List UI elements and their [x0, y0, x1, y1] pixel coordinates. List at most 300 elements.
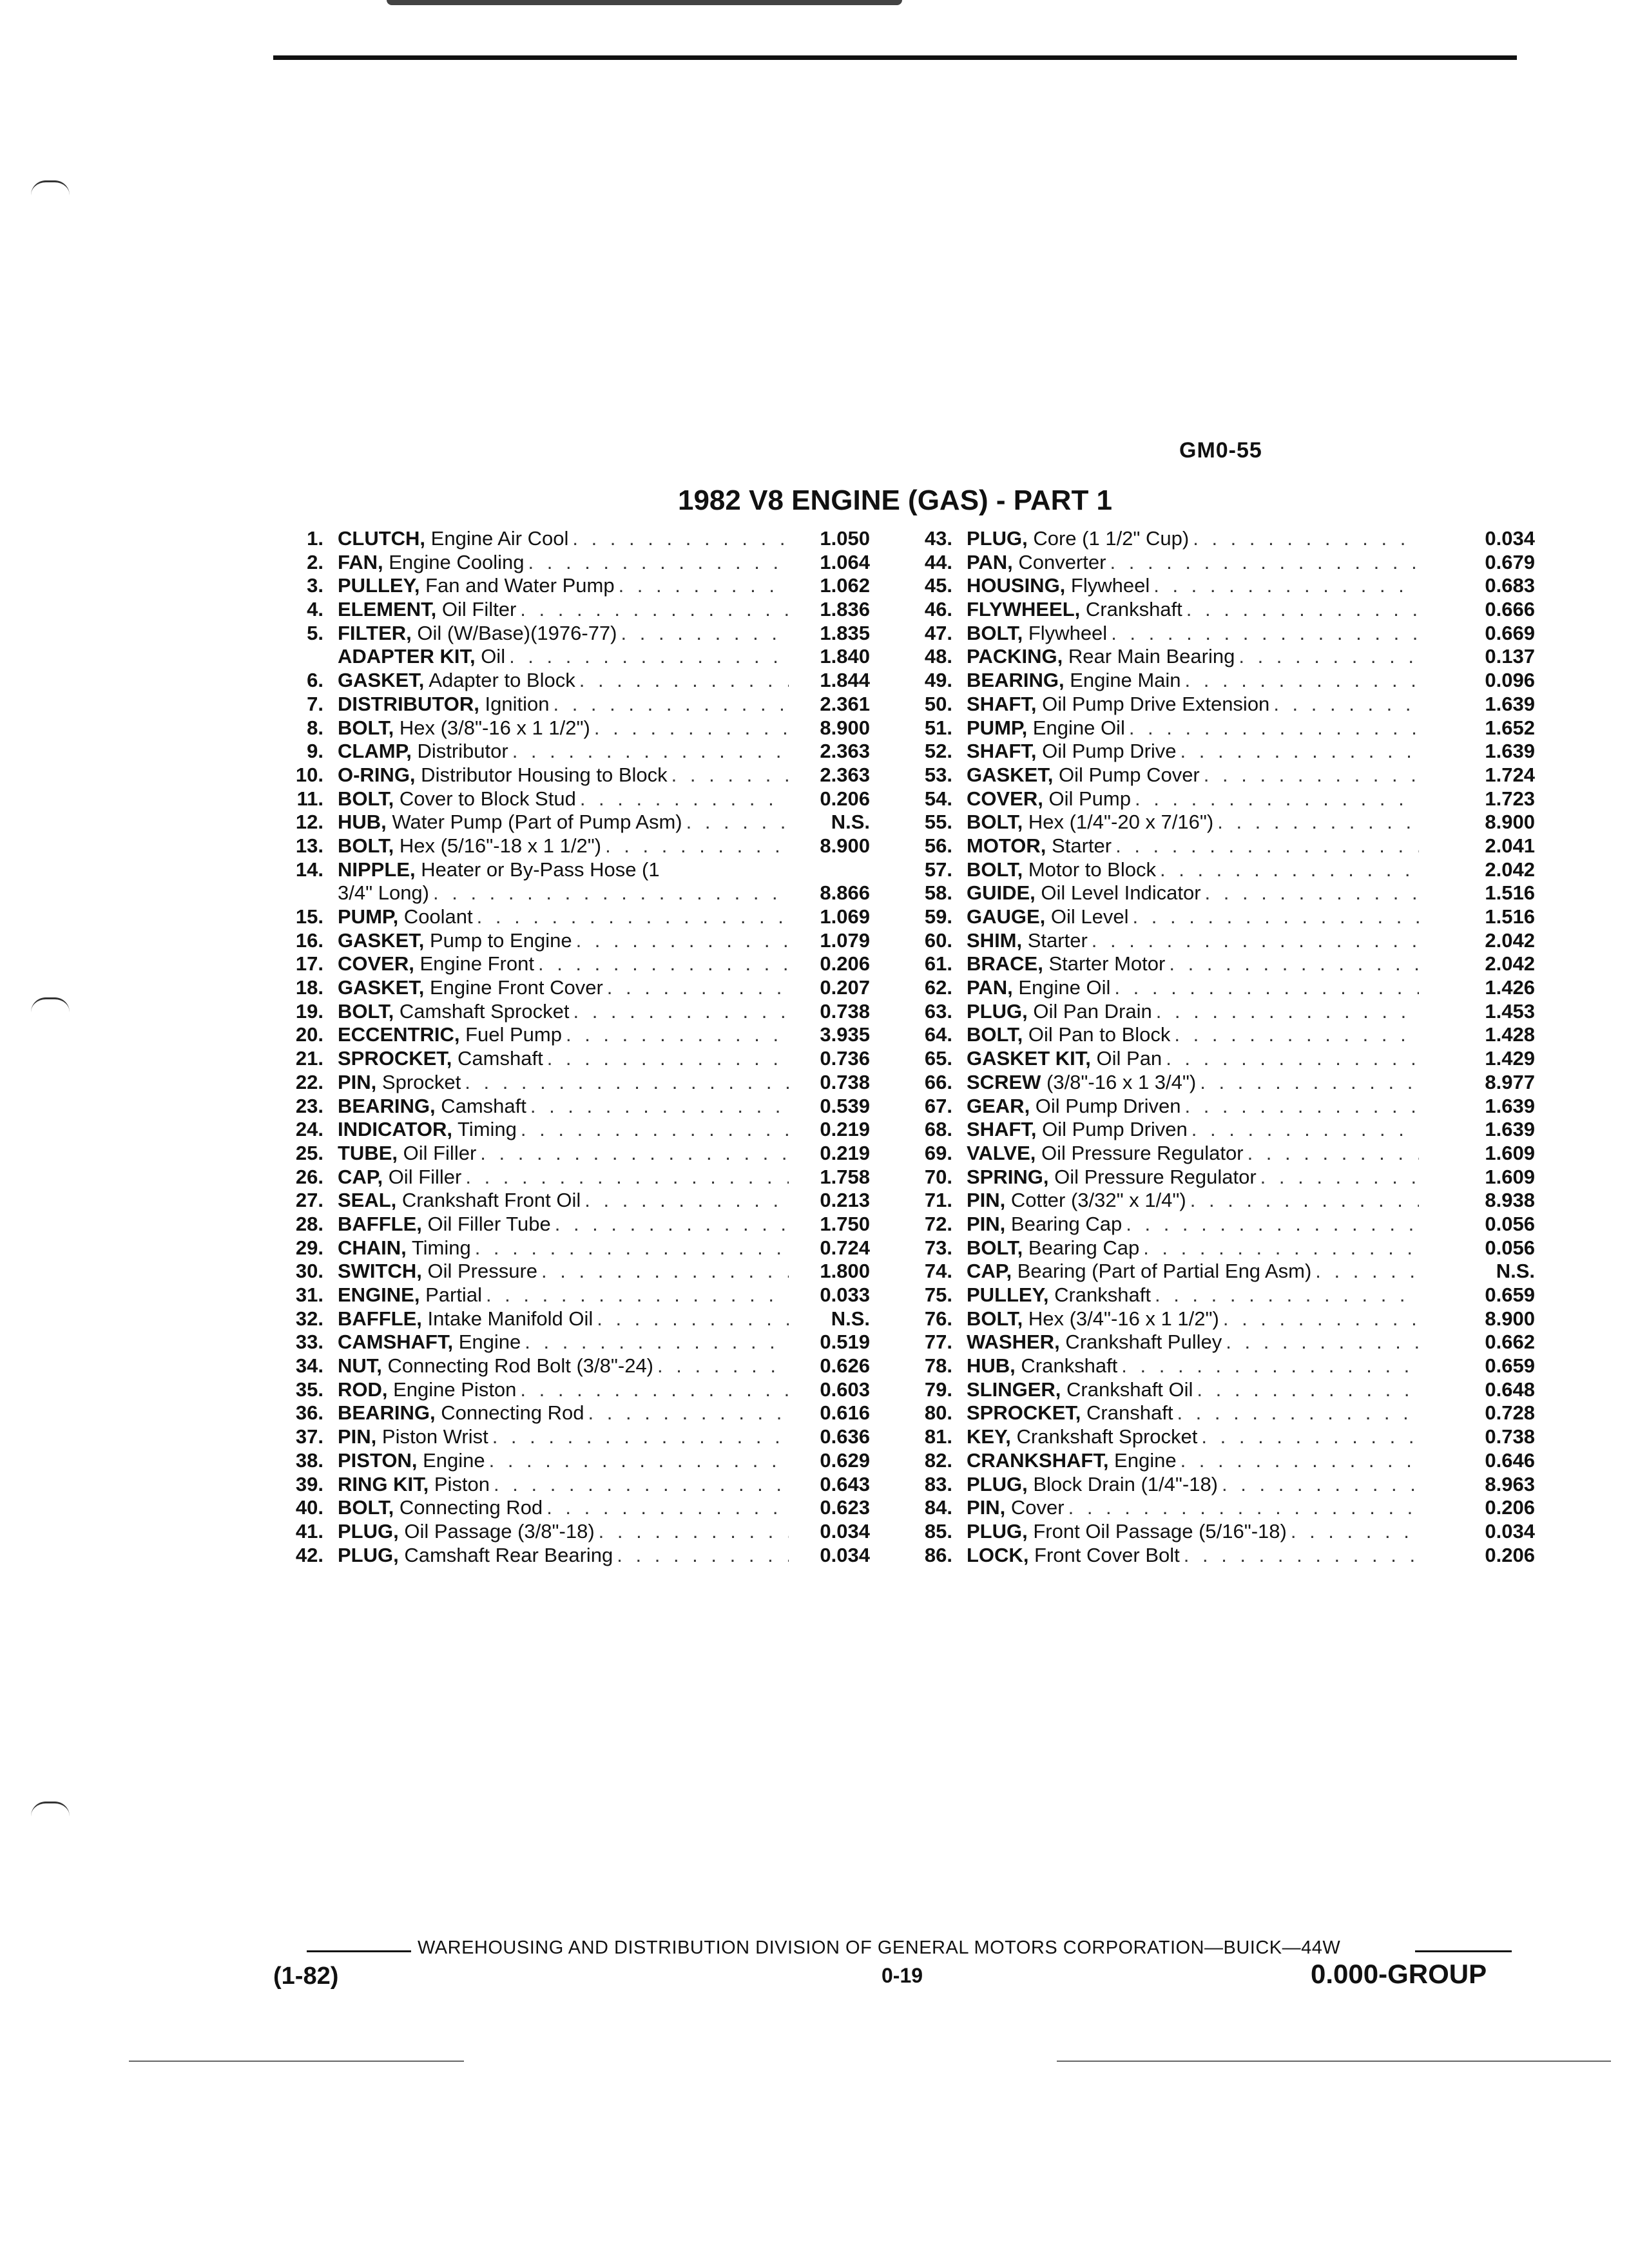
item-number: 50. [924, 692, 952, 715]
group-code: 0.034 [820, 1543, 870, 1566]
item-number: 32. [295, 1307, 323, 1330]
parts-row [273, 1378, 885, 1402]
item-number: 17. [295, 952, 323, 975]
part-detail: Oil [475, 645, 506, 668]
parts-row [902, 1166, 1535, 1189]
part-name: BOLT, [338, 999, 394, 1023]
part-detail: Camshaft Rear Bearing [398, 1543, 613, 1566]
item-description [338, 1095, 789, 1119]
part-name: TUBE, [338, 1141, 398, 1164]
part-name: PLUG, [338, 1519, 399, 1542]
group-code: 0.603 [820, 1378, 870, 1401]
part-name: MOTOR, [967, 834, 1046, 857]
dot-leader [1156, 1000, 1419, 1024]
item-number: 8. [307, 716, 323, 739]
parts-row [273, 1331, 885, 1354]
part-name: SHAFT, [967, 692, 1037, 715]
dot-leader [1191, 1118, 1419, 1142]
part-name: BOLT, [338, 834, 394, 857]
dot-leader [621, 622, 789, 646]
item-description [338, 1142, 789, 1166]
parts-row [902, 858, 1535, 882]
parts-row [273, 1166, 885, 1189]
group-code: 8.963 [1485, 1472, 1535, 1495]
group-code: 1.516 [1485, 905, 1535, 928]
dot-leader [1204, 764, 1419, 787]
group-code: 0.724 [820, 1236, 870, 1259]
parts-row [273, 1496, 885, 1520]
item-number: 24. [295, 1118, 323, 1141]
item-description [338, 1023, 789, 1047]
group-code: 0.033 [820, 1283, 870, 1306]
item-number: 76. [924, 1307, 952, 1330]
part-detail: Oil (W/Base)(1976-77) [411, 621, 617, 644]
item-number: 57. [924, 858, 952, 881]
part-name: SPRING, [967, 1165, 1049, 1188]
group-code: 2.042 [1485, 928, 1535, 952]
part-name: PULLEY, [338, 574, 420, 597]
part-detail: Oil Pan Drain [1027, 999, 1152, 1023]
part-detail: Engine Main [1064, 669, 1181, 692]
item-number: 82. [924, 1448, 952, 1472]
part-detail: Distributor Housing to Block [415, 763, 668, 786]
part-detail: Partial [419, 1283, 482, 1306]
parts-row [273, 551, 885, 575]
item-number: 9. [307, 740, 323, 763]
group-code: N.S. [831, 811, 870, 834]
item-number: 2. [307, 550, 323, 573]
item-description [338, 1378, 789, 1402]
part-name: GASKET, [967, 763, 1054, 786]
part-detail: Crankshaft Pulley [1059, 1331, 1222, 1354]
group-code: 0.137 [1485, 645, 1535, 668]
part-detail: Crankshaft Sprocket [1010, 1425, 1198, 1448]
item-number: 3. [307, 574, 323, 597]
dot-leader [538, 952, 789, 976]
item-number: 25. [295, 1141, 323, 1164]
item-number: 62. [924, 976, 952, 999]
part-name: PAN, [967, 976, 1013, 999]
parts-row [273, 1071, 885, 1095]
item-number: 67. [924, 1094, 952, 1117]
parts-row [273, 598, 885, 622]
group-code: 1.426 [1485, 976, 1535, 999]
dot-leader [617, 1544, 789, 1568]
dot-leader [546, 1496, 789, 1520]
dot-leader [572, 527, 789, 551]
part-name: BOLT, [967, 621, 1023, 644]
item-number: 68. [924, 1118, 952, 1141]
dot-leader [1193, 527, 1419, 551]
item-description [967, 740, 1419, 764]
group-code: 2.041 [1485, 834, 1535, 857]
item-description [338, 1283, 789, 1307]
dot-leader [1121, 1354, 1419, 1378]
part-detail: Connecting Rod Bolt (3/8"-24) [381, 1354, 654, 1378]
item-description [967, 1213, 1419, 1236]
parts-row [273, 1425, 885, 1449]
item-description [338, 834, 789, 858]
part-detail: Front Oil Passage (5/16"-18) [1027, 1519, 1287, 1542]
part-name: BEARING, [967, 669, 1065, 692]
item-description [338, 1473, 789, 1497]
dot-leader [1205, 881, 1419, 905]
item-description [338, 551, 789, 575]
item-number: 42. [295, 1543, 323, 1566]
item-number: 69. [924, 1141, 952, 1164]
dot-leader [573, 1000, 789, 1024]
item-number: 22. [295, 1070, 323, 1093]
parts-row [902, 1047, 1535, 1071]
item-description [338, 858, 789, 882]
parts-row [902, 1023, 1535, 1047]
item-description [967, 574, 1419, 598]
dot-leader [1217, 811, 1419, 834]
part-name: NUT, [338, 1354, 382, 1378]
item-description [967, 598, 1419, 622]
page-title: 1982 V8 ENGINE (GAS) - PART 1 [677, 485, 1113, 516]
item-description [338, 1166, 789, 1189]
page-number: 0-19 [882, 1964, 923, 1987]
dot-leader [1169, 952, 1419, 976]
parts-row [902, 551, 1535, 575]
item-description [967, 1236, 1419, 1260]
dot-leader [607, 976, 789, 1000]
item-description [338, 740, 789, 764]
dot-leader [553, 693, 789, 716]
part-name: CLAMP, [338, 740, 412, 763]
punch-mark [31, 997, 70, 1012]
part-name: PACKING, [967, 645, 1063, 668]
item-description [338, 1071, 789, 1095]
part-name: BAFFLE, [338, 1212, 422, 1235]
part-detail: Starter Motor [1043, 952, 1166, 975]
part-name: ECCENTRIC, [338, 1023, 460, 1046]
item-description [967, 1023, 1419, 1047]
part-name: FAN, [338, 550, 383, 573]
parts-row [273, 716, 885, 740]
parts-row [902, 1118, 1535, 1142]
dot-leader [1111, 622, 1419, 646]
item-description [338, 1047, 789, 1071]
item-description [338, 1213, 789, 1236]
part-detail: Engine Oil [1012, 976, 1111, 999]
parts-row [902, 1189, 1535, 1213]
dot-leader [619, 574, 789, 598]
parts-row [273, 1236, 885, 1260]
part-detail: Heater or By-Pass Hose (1 [415, 858, 660, 881]
dot-leader [576, 929, 789, 953]
dot-leader [1223, 1307, 1419, 1331]
part-detail: Oil Level Indicator [1035, 881, 1201, 905]
dot-leader [489, 1449, 789, 1473]
item-description [338, 1425, 789, 1449]
group-code: 1.064 [820, 550, 870, 573]
part-detail: Oil Pump Driven [1030, 1094, 1181, 1117]
dot-leader [1315, 1260, 1419, 1283]
group-number: 0.000-GROUP [1311, 1959, 1487, 1989]
parts-row [273, 1283, 885, 1307]
dot-leader [599, 1520, 789, 1544]
part-detail: Front Cover Bolt [1028, 1543, 1180, 1566]
group-code: 0.738 [1485, 1425, 1535, 1448]
parts-row [273, 1213, 885, 1236]
group-code: 0.648 [1485, 1378, 1535, 1401]
parts-row [902, 1496, 1535, 1520]
dot-leader [1186, 598, 1419, 622]
part-detail: Cover to Block Stud [394, 787, 576, 810]
group-code: 1.062 [820, 574, 870, 597]
item-number: 11. [296, 787, 323, 810]
part-detail: Crankshaft Oil [1061, 1378, 1193, 1401]
parts-row [902, 976, 1535, 1000]
parts-row [273, 1189, 885, 1213]
dot-leader [528, 551, 789, 575]
part-detail: Ignition [479, 692, 550, 715]
item-number: 64. [924, 1023, 952, 1046]
part-detail: Engine [453, 1331, 521, 1354]
item-number: 66. [924, 1070, 952, 1093]
parts-row [902, 952, 1535, 976]
item-number: 35. [295, 1378, 323, 1401]
item-number: 31. [295, 1283, 323, 1306]
group-code: 2.363 [820, 763, 870, 786]
parts-row [902, 1401, 1535, 1425]
item-description [967, 881, 1419, 905]
item-description [338, 1401, 789, 1425]
part-detail: Cotter (3/32" x 1/4") [1005, 1189, 1186, 1212]
parts-row [273, 929, 885, 953]
group-code: 0.659 [1485, 1354, 1535, 1378]
part-detail: Camshaft Sprocket [394, 999, 570, 1023]
dot-leader [605, 834, 789, 858]
dot-leader [541, 1260, 789, 1283]
item-description [338, 811, 789, 834]
group-code: 0.206 [820, 952, 870, 975]
top-scan-artifact [387, 0, 902, 5]
group-code: 1.639 [1485, 1118, 1535, 1141]
item-number: 40. [295, 1496, 323, 1519]
item-description [967, 976, 1419, 1000]
parts-row [902, 1071, 1535, 1095]
item-number: 7. [307, 692, 323, 715]
dot-leader [1184, 1095, 1419, 1119]
parts-row [273, 740, 885, 764]
group-code: 8.977 [1485, 1070, 1535, 1093]
item-number: 19. [295, 999, 323, 1023]
item-number: 39. [295, 1472, 323, 1495]
parts-row [902, 645, 1535, 669]
parts-row [273, 764, 885, 787]
item-number: 59. [924, 905, 952, 928]
page-code: GM0-55 [1179, 438, 1262, 463]
part-name: HUB, [967, 1354, 1016, 1378]
part-name: BOLT, [967, 858, 1023, 881]
part-name: FILTER, [338, 621, 412, 644]
item-number: 15. [295, 905, 323, 928]
dot-leader [594, 716, 789, 740]
part-detail: Oil Filler [383, 1165, 462, 1188]
item-description [338, 1354, 789, 1378]
group-code: 0.519 [820, 1331, 870, 1354]
item-description [967, 1071, 1419, 1095]
part-detail: Hex (3/8"-16 x 1 1/2") [394, 716, 590, 739]
part-name: SWITCH, [338, 1260, 422, 1283]
part-name: CLUTCH, [338, 527, 426, 550]
part-detail: Oil Pressure [421, 1260, 538, 1283]
item-number: 14. [295, 858, 323, 881]
group-code: 0.629 [820, 1448, 870, 1472]
dot-leader [1248, 1142, 1419, 1166]
parts-row [902, 1260, 1535, 1283]
item-number: 58. [924, 881, 952, 905]
part-detail: Motor to Block [1023, 858, 1156, 881]
dot-leader [1115, 834, 1419, 858]
parts-row [902, 1378, 1535, 1402]
division-line: WAREHOUSING AND DISTRIBUTION DIVISION OF GENERAL MOTORS CORPORATION—BUICK—44W [418, 1937, 1341, 1958]
part-name: PLUG, [338, 1543, 399, 1566]
group-code: N.S. [1496, 1260, 1535, 1283]
parts-row [902, 716, 1535, 740]
group-code: 8.866 [820, 881, 870, 905]
group-code: 1.516 [1485, 881, 1535, 905]
dot-leader [480, 1142, 789, 1166]
revision-date: (1-82) [273, 1963, 339, 1990]
part-detail: Piston [429, 1472, 490, 1495]
group-code: 1.050 [820, 527, 870, 550]
item-description [967, 1544, 1419, 1568]
bottom-scan-rule [129, 2061, 464, 2062]
item-number: 77. [924, 1331, 952, 1354]
item-number: 46. [924, 598, 952, 621]
part-detail: 3/4" Long) [338, 881, 429, 905]
dot-leader [1260, 1166, 1419, 1189]
parts-row [902, 1095, 1535, 1119]
item-number: 83. [924, 1472, 952, 1495]
group-code: 0.616 [820, 1401, 870, 1425]
item-description [338, 574, 789, 598]
part-name: PIN, [338, 1425, 377, 1448]
part-name: ROD, [338, 1378, 388, 1401]
part-detail: Crankshaft [1015, 1354, 1118, 1378]
part-name: GEAR, [967, 1094, 1030, 1117]
group-code: 1.800 [820, 1260, 870, 1283]
dot-leader [1153, 574, 1419, 598]
item-description [338, 952, 789, 976]
part-name: BOLT, [967, 1236, 1023, 1259]
group-code: 0.034 [820, 1519, 870, 1542]
part-name: PUMP, [338, 905, 399, 928]
part-name: SHIM, [967, 928, 1023, 952]
group-code: 0.738 [820, 999, 870, 1023]
part-name: GAUGE, [967, 905, 1046, 928]
item-number: 33. [295, 1331, 323, 1354]
part-name: DISTRIBUTOR, [338, 692, 479, 715]
item-number: 30. [295, 1260, 323, 1283]
header-rule [273, 55, 1517, 60]
parts-row [273, 1401, 885, 1425]
item-description [967, 1166, 1419, 1189]
item-number: 1. [307, 527, 323, 550]
part-detail: Connecting Rod [394, 1496, 543, 1519]
parts-list-right [902, 527, 1535, 1567]
part-detail: Camshaft [452, 1047, 543, 1070]
parts-row [273, 1000, 885, 1024]
part-name: BOLT, [338, 787, 394, 810]
parts-row [273, 527, 885, 551]
group-code: 0.096 [1485, 669, 1535, 692]
item-number: 29. [295, 1236, 323, 1259]
item-number: 70. [924, 1165, 952, 1188]
part-name: PISTON, [338, 1448, 418, 1472]
part-name: COVER, [967, 787, 1043, 810]
group-code: 2.363 [820, 740, 870, 763]
dot-leader [1174, 1023, 1419, 1047]
part-detail: Engine Cooling [383, 550, 525, 573]
item-number: 12. [295, 811, 323, 834]
part-detail: Oil Passage (3/8"-18) [398, 1519, 595, 1542]
part-detail: Engine Piston [387, 1378, 517, 1401]
item-description [967, 1378, 1419, 1402]
part-detail: Cranshaft [1081, 1401, 1173, 1425]
part-detail: Timing [406, 1236, 471, 1259]
footer-rule-left [307, 1950, 411, 1952]
item-number: 26. [295, 1165, 323, 1188]
parts-row [273, 952, 885, 976]
part-name: BOLT, [967, 1307, 1023, 1330]
item-description [967, 1260, 1419, 1283]
part-detail: Hex (5/16"-18 x 1 1/2") [394, 834, 602, 857]
part-name: ADAPTER KIT, [338, 645, 476, 668]
dot-leader [1126, 1213, 1419, 1236]
part-detail: Intake Manifold Oil [421, 1307, 593, 1330]
item-description [967, 764, 1419, 787]
part-name: BEARING, [338, 1401, 436, 1425]
part-detail: Rear Main Bearing [1063, 645, 1235, 668]
group-code: 8.900 [1485, 811, 1535, 834]
group-code: 0.666 [1485, 598, 1535, 621]
part-detail: Oil Pan to Block [1023, 1023, 1171, 1046]
item-description [967, 1283, 1419, 1307]
item-description [967, 1047, 1419, 1071]
part-name: PLUG, [967, 999, 1028, 1023]
dot-leader [1197, 1378, 1419, 1402]
item-number: 79. [924, 1378, 952, 1401]
group-code: 1.428 [1485, 1023, 1535, 1046]
parts-row [902, 1425, 1535, 1449]
dot-leader [1143, 1236, 1419, 1260]
part-detail: Bearing Cap [1023, 1236, 1140, 1259]
part-detail: Water Pump (Part of Pump Asm) [386, 811, 682, 834]
parts-row [902, 574, 1535, 598]
part-name: INDICATOR, [338, 1118, 452, 1141]
group-code: 2.042 [1485, 952, 1535, 975]
parts-row [902, 881, 1535, 905]
part-detail: Oil Filler Tube [421, 1212, 551, 1235]
part-name: CAP, [338, 1165, 383, 1188]
item-number: 61. [924, 952, 952, 975]
group-code: 0.626 [820, 1354, 870, 1378]
item-description [967, 811, 1419, 834]
parts-row [902, 598, 1535, 622]
item-description [967, 1000, 1419, 1024]
part-name: BAFFLE, [338, 1307, 422, 1330]
group-code: 0.728 [1485, 1401, 1535, 1425]
item-description [967, 1496, 1419, 1520]
part-name: SPROCKET, [338, 1047, 452, 1070]
dot-leader [1184, 1544, 1419, 1568]
parts-row [273, 1354, 885, 1378]
